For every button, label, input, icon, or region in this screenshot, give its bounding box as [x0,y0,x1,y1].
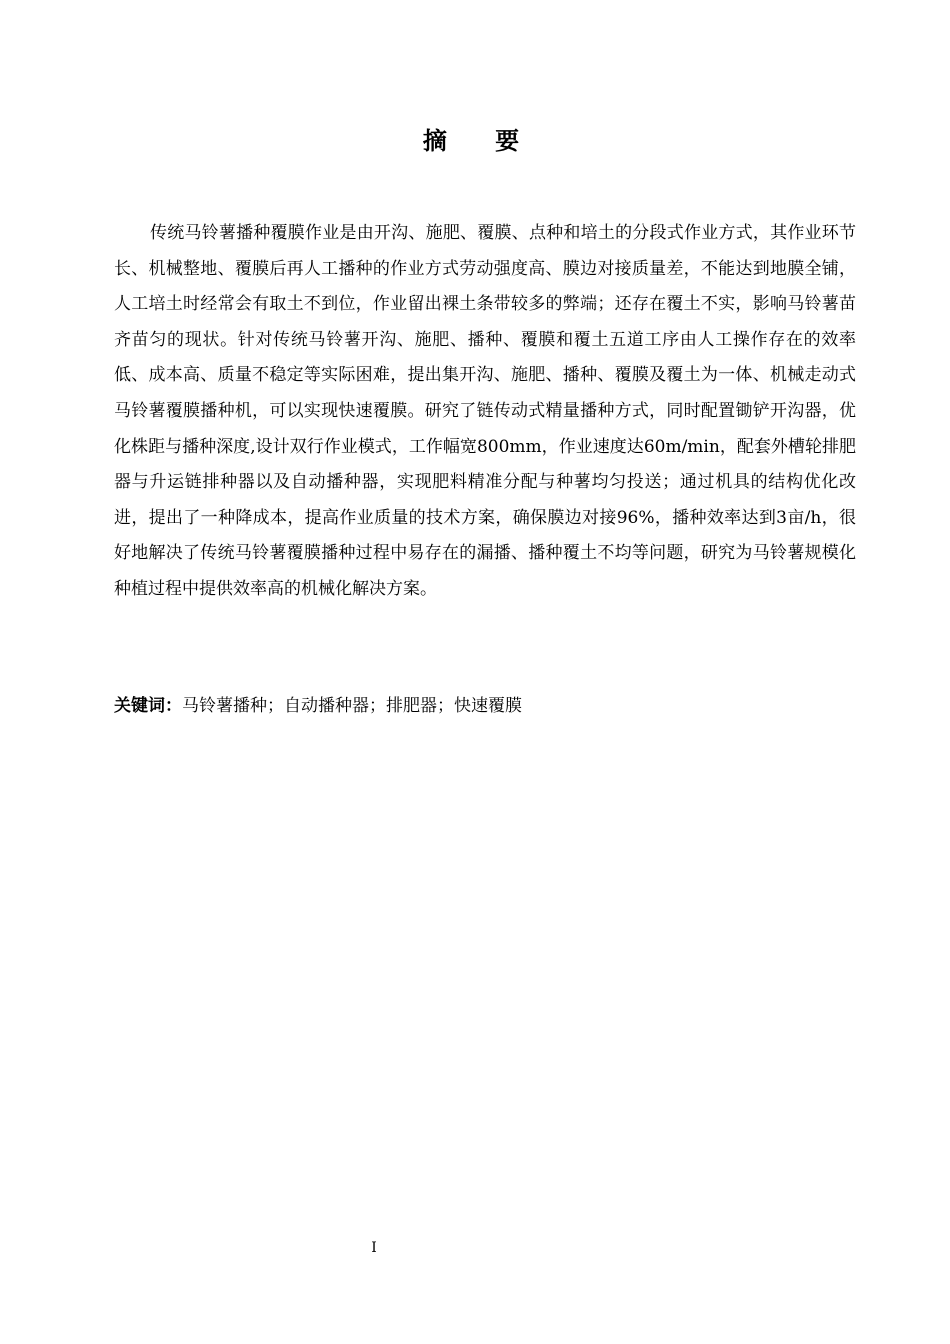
keywords-line [114,690,856,722]
keywords-text: 马铃薯播种；自动播种器；排肥器；快速覆膜 [182,696,522,716]
abstract-paragraph: 传统马铃薯播种覆膜作业是由开沟、施肥、覆膜、点种和培土的分段式作业方式，其作业环节长、机械整地、覆膜后再人工播种的作业方式劳动强度高、膜边对接质量差，不能达到地膜全铺，人工培土时经常会有取土不到位，作业留出裸土条带较多的弊端；还存在覆土不实，影响马铃薯苗齐苗匀的现状。针对传统马铃薯开沟、施肥、播种、覆膜和覆土五道工序由人工操作存在的效率低、成本高、质量不稳定等实际困难，提出集开沟、施肥、播种、覆膜及覆土为一体、机械走动式马铃薯覆膜播种机，可以实现快速覆膜。研究了链传动式精量播种方式，同时配置锄铲开沟器，优化株距与播种深度,设计双行作业模式，工作幅宽800mm，作业速度达60m/min，配套外槽轮排肥器与升运链排种器以及自动播种器，实现肥料精准分配与种薯均匀投送；通过机具的结构优化改进，提出了一种降成本，提高作业质量的技术方案，确保膜边对接96%，播种效率达到3亩/h，很好地解决了传统马铃薯覆膜播种过程中易存在的漏播、播种覆土不均等问题，研究为马铃薯规模化种植过程中提供效率高的机械化解决方案。 [114,223,856,599]
keywords-label: 关键词： [114,696,182,716]
page-number: I [371,1240,377,1256]
abstract-title: 摘 要 [422,127,540,155]
